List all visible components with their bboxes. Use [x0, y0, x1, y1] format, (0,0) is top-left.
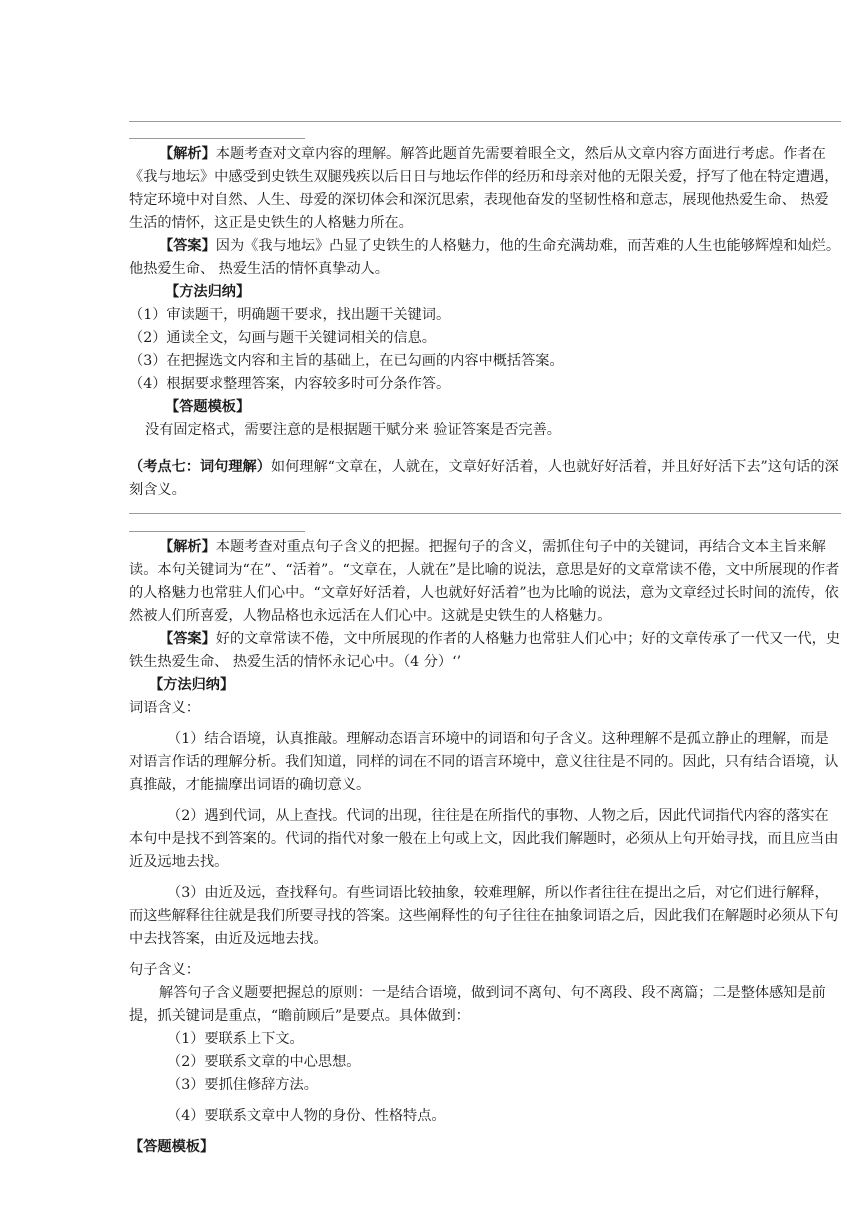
- analysis-text: 本题考查对文章内容的理解。解答此题首先需要着眼全文，然后从文章内容方面进行考虑。作者在《我与地坛》中感受到史铁生双腿残疾以后日日与地坛作伴的经历和母亲对他的无限关爱，抒写了他在特定遭遇，特定环境中对自然、人生、母爱的深切体会和深沉思索，表现他奋发的坚韧性格和意志，展现他热爱生命、 热爱生活的情怀，这正是史铁生的人格魅力所在。: [129, 146, 839, 231]
- question: [129, 456, 841, 502]
- analysis-text: 本题考查对重点句子含义的把握。把握句子的含义，需抓住句子中的关键词，再结合文本主旨来解读。本句关键词为“在”、“活着”。“文章在，人就在”是比喻的说法，意思是好的文章常读不倦，文中所展现的作者的人格魅力也常驻人们心中。“文章好好活着，人也就好好活着”也为比喻的说法，意为文章经过长时间的流传，依然被人们所喜爱，人物品格也永远活在人们心中。这就是史铁生的人格魅力。: [129, 539, 840, 624]
- word-item: （1）结合语境，认真推敲。理解动态语言环境中的词语和句子含义。这种理解不是孤立静止的理解，而是对语言作话的理解分析。我们知道，同样的词在不同的语言环境中，意义往往是不同的。因此，只有结合语境，认真推敲，才能揣摩出词语的确切意义。: [129, 731, 839, 793]
- method-heading: 【方法归纳】: [149, 677, 235, 693]
- analysis-label: 【解析】: [159, 146, 216, 162]
- section-two: [129, 536, 841, 1159]
- answer-text: 因为《我与地坛》凸显了史铁生的人格魅力，他的生命充满劫难，而苦难的人生也能够辉煌和灿烂。他热爱生命、 热爱生活的情怀真挚动人。: [129, 238, 841, 277]
- sentence-heading: 句子含义：: [129, 962, 200, 978]
- answer-label: 【答案】: [159, 238, 216, 254]
- answer-paragraph: [129, 235, 841, 281]
- template-text: 没有固定格式，需要注意的是根据题干赋分来 验证答案是否完善。: [145, 422, 561, 438]
- sentence-item: （3）要抓住修辞方法。: [167, 1077, 318, 1093]
- question-text: 如何理解“文章在，人就在，文章好好活着，人也就好好活着，并且好好活下去”这句话的深刻含义。: [129, 459, 839, 498]
- separator-line-short: [129, 138, 305, 139]
- sentence-item: （2）要联系文章的中心思想。: [167, 1054, 361, 1070]
- answer-label: 【答案】: [159, 631, 216, 647]
- method-item: （1）审读题干，明确题干要求，找出题干关键词。: [129, 307, 451, 323]
- separator-line: [129, 121, 841, 122]
- separator-line: [129, 513, 841, 514]
- answer-text: 好的文章常读不倦，文中所展现的作者的人格魅力也常驻人们心中；好的文章传承了一代又一代，史铁生热爱生命、 热爱生活的情怀永记心中。（4 分）‘’: [129, 631, 841, 670]
- answer-paragraph: [129, 628, 841, 674]
- analysis-label: 【解析】: [159, 539, 216, 555]
- analysis-paragraph: [129, 143, 841, 235]
- template-heading: 【答题模板】: [165, 399, 251, 415]
- method-item: （3）在把握选文内容和主旨的基础上，在已勾画的内容中概括答案。: [129, 353, 564, 369]
- template-heading: 【答题模板】: [129, 1139, 215, 1155]
- question-label: （考点七：词句理解）: [129, 459, 271, 475]
- question-paragraph: [129, 456, 841, 502]
- word-item: （2）遇到代词，从上查找。代词的出现，往往是在所指代的事物、人物之后，因此代词指代内容的落实在本句中是找不到答案的。代词的指代对象一般在上句或上文，因此我们解题时，必须从上句开始寻找，而且应当由近及远地去找。: [129, 808, 839, 870]
- method-heading: 【方法归纳】: [165, 284, 251, 300]
- sentence-item: （4）要联系文章中人物的身份、性格特点。: [167, 1108, 446, 1124]
- sentence-item: （1）要联系上下文。: [167, 1031, 304, 1047]
- word-item: （3）由近及远，查找释句。有些词语比较抽象，较难理解，所以作者往往在提出之后，对它们进行解释，而这些解释往往就是我们所要寻找的答案。这些阐释性的句子往往在抽象词语之后，因此我们在解题时必须从下句中去找答案，由近及远地去找。: [129, 885, 839, 947]
- word-heading: 词语含义：: [129, 700, 200, 716]
- method-item: （2）通读全文，勾画与题干关键词相关的信息。: [129, 330, 436, 346]
- section-one: [129, 143, 841, 442]
- analysis-paragraph: [129, 536, 841, 628]
- sentence-intro: 解答句子含义题要把握总的原则：一是结合语境，做到词不离句、句不离段、段不离篇；二是整体感知是前提，抓关键词是重点，“瞻前顾后”是要点。具体做到：: [129, 985, 826, 1024]
- method-item: （4）根据要求整理答案，内容较多时可分条作答。: [129, 376, 451, 392]
- separator-line-short: [129, 531, 305, 532]
